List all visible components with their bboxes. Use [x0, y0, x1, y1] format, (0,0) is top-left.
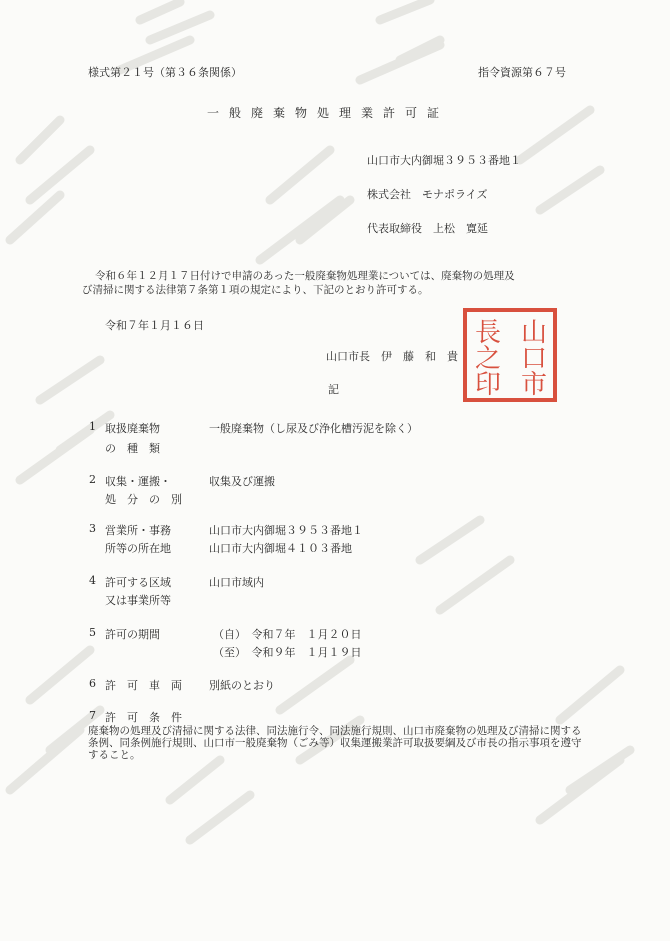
item-7-conditions-text: 廃棄物の処理及び清掃に関する法律、同法施行令、同法施行規則、山口市廃棄物の処理及び清掃に関する条例、同条例施行規則、山口市一般廃棄物（ごみ等）収集運搬業許可取扱要綱及び市長の指示事項を遵守すること。	[88, 725, 582, 761]
item-2-value: 収集及び運搬	[209, 475, 275, 488]
item-5-number: 5	[89, 626, 96, 639]
item-4-number: 4	[89, 574, 96, 587]
item-1-number: 1	[89, 420, 96, 433]
license-number: 指令資源第６７号	[478, 66, 566, 79]
issuer-name: 山口市長 伊 藤 和 貴	[326, 350, 458, 363]
item-2-label: 収集・運搬・	[105, 475, 171, 488]
item-5-label: 許可の期間	[105, 628, 160, 641]
issue-date: 令和７年１月１６日	[105, 319, 204, 332]
seal-char-5: 之	[474, 344, 502, 374]
item-3-value: 山口市大内御堀３９５３番地１	[209, 524, 363, 537]
document-title: 一般廃棄物処理業許可証	[207, 106, 450, 120]
item-2-number: 2	[89, 473, 96, 486]
item-7-label: 許 可 条 件	[105, 711, 182, 724]
item-6-value: 別紙のとおり	[209, 679, 275, 692]
item-3-label: 営業所・事務	[105, 524, 171, 537]
seal-char-1: 山	[520, 318, 548, 348]
item-3-label-cont: 所等の所在地	[105, 542, 171, 555]
item-4-label: 許可する区域	[105, 576, 171, 589]
item-7-number: 7	[89, 709, 96, 722]
item-1-label-cont: の 種 類	[105, 442, 160, 455]
item-4-label-cont: 又は事業所等	[105, 594, 171, 607]
seal-char-6: 印	[474, 370, 502, 400]
seal-char-4: 長	[474, 318, 502, 348]
item-3-number: 3	[89, 522, 96, 535]
ki-heading: 記	[328, 383, 339, 396]
item-6-label: 許 可 車 両	[105, 679, 182, 692]
form-number: 様式第２１号（第３６条関係）	[88, 66, 242, 79]
applicant-company: 株式会社 モナポライズ	[367, 188, 488, 201]
item-1-label: 取扱廃棄物	[105, 422, 160, 435]
applicant-representative: 代表取締役 上松 寛延	[367, 222, 488, 235]
item-5-value-to: （至） 令和９年 １月１９日	[213, 646, 362, 659]
intro-line-2: び清掃に関する法律第７条第１項の規定により、下記のとおり許可する。	[82, 284, 429, 296]
item-1-value: 一般廃棄物（し尿及び浄化槽汚泥を除く）	[209, 422, 418, 435]
seal-char-2: 口	[520, 344, 548, 374]
item-4-value: 山口市域内	[209, 576, 264, 589]
item-3-value-cont: 山口市大内御堀４１０３番地	[209, 542, 352, 555]
item-6-number: 6	[89, 677, 96, 690]
item-2-label-cont: 処 分 の 別	[105, 493, 182, 506]
intro-line-1: 令和６年１２月１７日付けで申請のあった一般廃棄物処理業については、廃棄物の処理及	[95, 270, 515, 282]
seal-char-3: 市	[520, 370, 548, 400]
official-seal	[462, 307, 558, 403]
item-5-value-from: （自） 令和７年 １月２０日	[213, 628, 362, 641]
applicant-address: 山口市大内御堀３９５３番地１	[367, 154, 521, 167]
